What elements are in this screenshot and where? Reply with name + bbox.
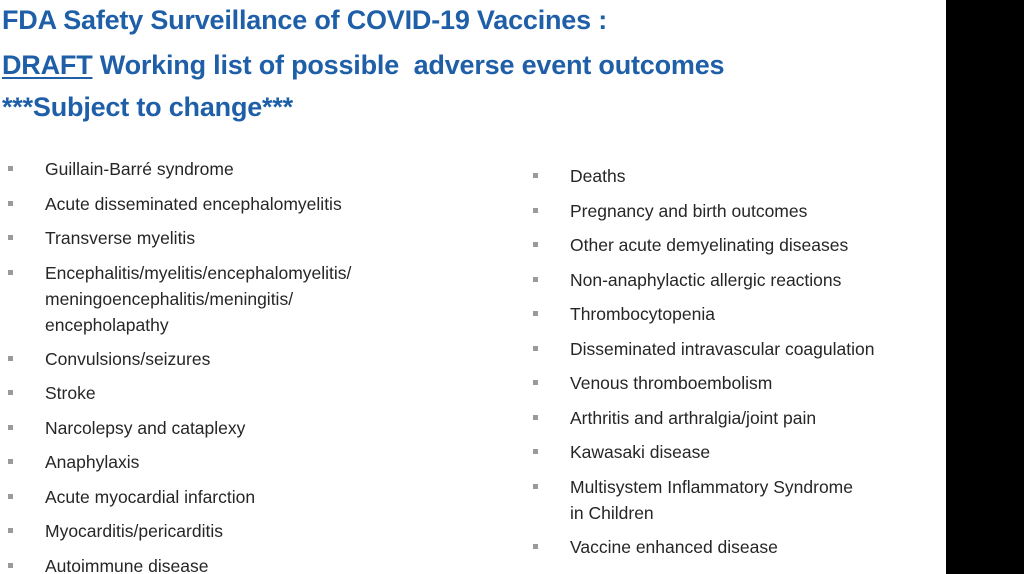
bullet-icon [533, 173, 538, 178]
list-item [526, 198, 941, 233]
list-item [526, 370, 941, 405]
bullet-icon [533, 380, 538, 385]
bullet-icon [8, 494, 13, 499]
slide-title-line-2-rest: Working list of possible adverse event outcomes [92, 50, 725, 80]
bullet-icon [8, 390, 13, 395]
list-item [526, 301, 941, 336]
list-item [0, 260, 470, 346]
list-item [526, 405, 941, 440]
list-item [526, 534, 941, 569]
bullet-icon [533, 277, 538, 282]
list-item-text: Encephalitis/myelitis/encephalomyelitis/ meningoencephalitis/meningitis/ encepholapathy [45, 262, 352, 335]
list-item [0, 191, 470, 226]
right-outcome-list [526, 163, 941, 568]
bullet-icon [533, 208, 538, 213]
video-letterbox-bar [946, 0, 1024, 574]
list-item [0, 380, 470, 415]
bullet-icon [533, 242, 538, 247]
list-item [0, 518, 470, 553]
bullet-icon [8, 270, 13, 275]
bullet-icon [8, 459, 13, 464]
list-item-text: Pregnancy and birth outcomes [570, 200, 808, 221]
list-item [0, 156, 470, 191]
list-item-text: Acute disseminated encephalomyelitis [45, 193, 342, 214]
list-item-text: Stroke [45, 383, 96, 403]
list-item-text: Convulsions/seizures [45, 348, 211, 369]
list-item-text: Narcolepsy and cataplexy [45, 417, 246, 438]
bullet-icon [8, 563, 13, 568]
list-item-text: Transverse myelitis [45, 228, 196, 248]
bullet-icon [8, 235, 13, 240]
bullet-icon [8, 201, 13, 206]
bullet-icon [8, 356, 13, 361]
list-item-text: Other acute demyelinating diseases [570, 235, 849, 255]
bullet-icon [533, 449, 538, 454]
list-item [0, 484, 470, 519]
list-item [0, 225, 470, 260]
list-item-text: Myocarditis/pericarditis [45, 521, 223, 541]
slide-title-line-2 [2, 48, 724, 82]
list-item [526, 474, 941, 534]
list-item-text: Disseminated intravascular coagulation [570, 338, 875, 359]
list-item-text: Venous thromboembolism [570, 373, 773, 393]
list-item-text: Non-anaphylactic allergic reactions [570, 269, 842, 290]
list-item [526, 163, 941, 198]
list-item [0, 346, 470, 381]
list-item-text: Vaccine enhanced disease [570, 536, 778, 557]
list-item [526, 336, 941, 371]
bullet-icon [533, 544, 538, 549]
list-item-text: Kawasaki disease [570, 442, 711, 462]
bullet-icon [8, 425, 13, 430]
list-item-text: Multisystem Inflammatory Syndrome in Children [570, 476, 853, 523]
list-item [526, 232, 941, 267]
left-outcome-list [0, 156, 470, 574]
list-item-text: Thrombocytopenia [570, 304, 715, 324]
bullet-icon [8, 528, 13, 533]
list-item [526, 267, 941, 302]
list-item-text: Anaphylaxis [45, 452, 140, 472]
list-item [0, 415, 470, 450]
bullet-icon [533, 415, 538, 420]
subject-to-change-note: ***Subject to change*** [2, 92, 293, 122]
bullet-icon [533, 346, 538, 351]
list-item-text: Deaths [570, 166, 626, 186]
list-item-text: Arthritis and arthralgia/joint pain [570, 407, 817, 428]
list-item [0, 553, 470, 574]
list-item [0, 449, 470, 484]
bullet-icon [8, 166, 13, 171]
draft-label: DRAFT [2, 50, 93, 80]
list-item-text: Acute myocardial infarction [45, 486, 256, 507]
list-item-text: Guillain-Barré syndrome [45, 159, 234, 179]
list-item [526, 439, 941, 474]
slide-title-line-1: FDA Safety Surveillance of COVID-19 Vaccines : [2, 5, 608, 35]
list-item-text: Autoimmune disease [45, 555, 209, 574]
bullet-icon [533, 311, 538, 316]
bullet-icon [533, 484, 538, 489]
